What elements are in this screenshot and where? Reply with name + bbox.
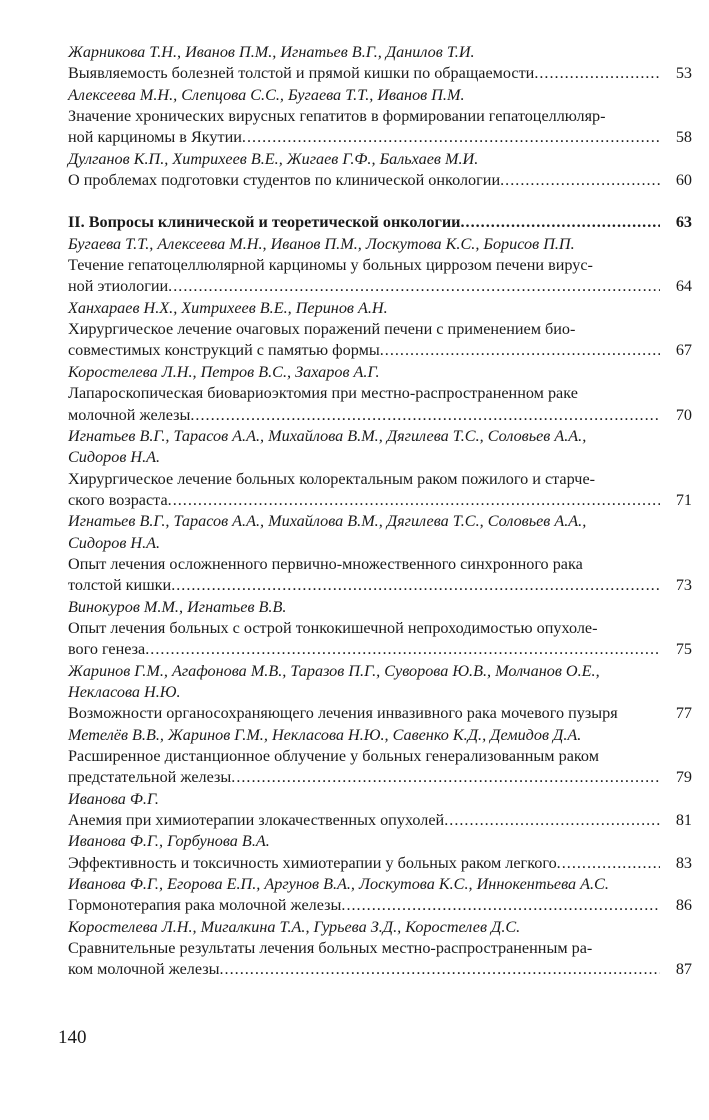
authors-text: Игнатьев В.Г., Тарасов А.А., Михайлова В.М., Дягилева Т.С., Соловьев А.А., <box>68 426 587 445</box>
toc-page-number: 73 <box>675 576 692 595</box>
title-text: ной карциномы в Якутии <box>68 128 242 147</box>
authors-text: Бугаева Т.Т., Алексеева М.Н., Иванов П.М., Лоскутова К.С., Борисов П.П. <box>68 234 575 253</box>
toc-entry-title <box>68 383 692 404</box>
toc-page-number: 79 <box>675 768 692 787</box>
toc-entry-title <box>68 319 692 340</box>
toc-entry-title <box>68 938 692 959</box>
authors-text: Винокуров М.М., Игнатьев В.В. <box>68 597 287 616</box>
authors-text: Алексеева М.Н., Слепцова С.С., Бугаева Т.Т., Иванов П.М. <box>68 85 465 104</box>
toc-authors <box>68 682 692 703</box>
title-text: совместимых конструкций с памятью формы <box>68 341 380 360</box>
toc-authors <box>68 831 692 852</box>
dot-leader <box>231 767 660 788</box>
authors-text: Жаринов Г.М., Агафонова М.В., Таразов П.Г., Суворова Ю.В., Молчанов О.Е., <box>68 661 600 680</box>
toc-entry-title <box>68 63 692 84</box>
title-text: молочной железы <box>68 405 191 424</box>
toc-section-heading <box>68 212 692 233</box>
title-text: Течение гепатоцеллюлярной карциномы у больных циррозом печени вирус- <box>68 256 593 275</box>
toc-page-number: 77 <box>675 704 692 723</box>
toc-authors <box>68 42 692 63</box>
dot-leader <box>220 959 661 980</box>
toc-page-number: 60 <box>675 171 692 190</box>
toc-page-number: 83 <box>675 853 692 872</box>
title-text: вого генеза <box>68 640 146 659</box>
toc-authors <box>68 533 692 554</box>
authors-text: Сидоров Н.А. <box>68 533 161 552</box>
authors-text: Дулганов К.П., Хитрихеев В.Е., Жигаев Г.Ф., Бальхаев М.И. <box>68 149 479 168</box>
title-text: Эффективность и токсичность химиотерапии у больных раком легкого <box>68 853 557 872</box>
authors-text: Коростелева Л.Н., Мигалкина Т.А., Гурьева З.Д., Коростелев Д.С. <box>68 917 521 936</box>
dot-leader <box>500 170 660 191</box>
toc-authors <box>68 85 692 106</box>
authors-text: Иванова Ф.Г., Горбунова В.А. <box>68 832 270 851</box>
title-text: Хирургическое лечение очаговых поражений печени с применением био- <box>68 320 576 339</box>
toc-entry-title <box>68 340 692 361</box>
title-text: II. Вопросы клинической и теоретической онкологии <box>68 213 461 232</box>
toc-entry-title <box>68 554 692 575</box>
toc-authors <box>68 661 692 682</box>
spacer <box>68 191 692 212</box>
page-number: 140 <box>58 1027 87 1048</box>
toc-page-number: 67 <box>675 341 692 360</box>
dot-leader <box>190 405 660 426</box>
dot-leader <box>168 490 660 511</box>
toc-entry-title <box>68 106 692 127</box>
title-text: ной этиологии <box>68 277 169 296</box>
toc-entry-title <box>68 810 692 831</box>
dot-leader <box>534 63 660 84</box>
toc-entry-title <box>68 746 692 767</box>
authors-text: Метелёв В.В., Жаринов Г.М., Некласова Н.Ю., Савенко К.Д., Демидов Д.А. <box>68 725 582 744</box>
title-text: О проблемах подготовки студентов по клинической онкологии <box>68 171 501 190</box>
title-text: Опыт лечения осложненного первично-множественного синхронного рака <box>68 554 583 573</box>
toc-authors <box>68 362 692 383</box>
title-text: Гормонотерапия рака молочной железы <box>68 896 342 915</box>
toc-authors <box>68 447 692 468</box>
title-text: Выявляемость болезней толстой и прямой кишки по обращаемости <box>68 64 535 83</box>
toc-authors <box>68 426 692 447</box>
toc-authors <box>68 511 692 532</box>
toc-authors <box>68 725 692 746</box>
toc-authors <box>68 597 692 618</box>
toc-page-number: 58 <box>675 128 692 147</box>
authors-text: Игнатьев В.Г., Тарасов А.А., Михайлова В.М., Дягилева Т.С., Соловьев А.А., <box>68 512 587 531</box>
title-text: толстой кишки <box>68 576 172 595</box>
toc-page-number: 75 <box>675 640 692 659</box>
toc-entry-title <box>68 767 692 788</box>
toc-entry-title <box>68 853 692 874</box>
toc-authors <box>68 149 692 170</box>
dot-leader <box>171 575 660 596</box>
toc-page-number: 81 <box>675 811 692 830</box>
dot-leader <box>341 895 660 916</box>
toc-entry-title <box>68 639 692 660</box>
dot-leader <box>242 127 660 148</box>
toc-entry-title <box>68 255 692 276</box>
authors-text: Коростелева Л.Н., Петров В.С., Захаров А.Г. <box>68 362 380 381</box>
toc-entry-title <box>68 490 692 511</box>
toc-page-number: 63 <box>675 213 692 232</box>
toc-entry-title <box>68 703 692 724</box>
title-text: ского возраста <box>68 490 168 509</box>
title-text: предстательной железы <box>68 768 232 787</box>
toc-page-number: 70 <box>675 405 692 424</box>
toc-authors <box>68 789 692 810</box>
toc-page-number: 53 <box>675 64 692 83</box>
toc-page-number: 86 <box>675 896 692 915</box>
toc-entry-title <box>68 959 692 980</box>
title-text: Хирургическое лечение больных колоректальным раком пожилого и старче- <box>68 469 596 488</box>
toc-authors <box>68 234 692 255</box>
authors-text: Жарникова Т.Н., Иванов П.М., Игнатьев В.Г., Данилов Т.И. <box>68 43 475 61</box>
table-of-contents <box>68 42 692 981</box>
toc-entry-title <box>68 618 692 639</box>
toc-page-number: 71 <box>675 490 692 509</box>
dot-leader <box>145 639 660 660</box>
toc-entry-title <box>68 127 692 148</box>
authors-text: Ханхараев Н.Х., Хитрихеев В.Е., Перинов А.Н. <box>68 298 388 317</box>
toc-page-number: 64 <box>675 277 692 296</box>
toc-entry-title <box>68 276 692 297</box>
dot-leader <box>380 340 660 361</box>
toc-page-number: 87 <box>675 960 692 979</box>
title-text: Анемия при химиотерапии злокачественных опухолей <box>68 811 445 830</box>
title-text: Значение хронических вирусных гепатитов в формировании гепатоцеллюляр- <box>68 107 606 126</box>
toc-entry-title <box>68 170 692 191</box>
toc-authors <box>68 874 692 895</box>
title-text: ком молочной железы <box>68 960 220 979</box>
toc-entry-title <box>68 405 692 426</box>
title-text: Расширенное дистанционное облучение у больных генерализованным раком <box>68 747 599 765</box>
toc-authors <box>68 298 692 319</box>
toc-authors <box>68 917 692 938</box>
toc-entry-title <box>68 469 692 490</box>
dot-leader <box>460 212 660 233</box>
authors-text: Иванова Ф.Г. <box>68 789 159 808</box>
title-text: Лапароскопическая биовариоэктомия при местно-распространенном раке <box>68 384 578 403</box>
title-text: Сравнительные результаты лечения больных местно-распространенным ра- <box>68 939 593 958</box>
dot-leader <box>557 853 660 874</box>
toc-entry-title <box>68 895 692 916</box>
dot-leader <box>168 276 660 297</box>
title-text: Опыт лечения больных с острой тонкокишечной непроходимостью опухоле- <box>68 618 598 637</box>
authors-text: Некласова Н.Ю. <box>68 682 181 701</box>
title-text: Возможности органосохраняющего лечения инвазивного рака мочевого пузыря <box>68 704 618 723</box>
toc-entry-title <box>68 575 692 596</box>
authors-text: Сидоров Н.А. <box>68 448 161 467</box>
dot-leader <box>444 810 660 831</box>
authors-text: Иванова Ф.Г., Егорова Е.П., Аргунов В.А., Лоскутова К.С., Иннокентьева А.С. <box>68 875 609 894</box>
